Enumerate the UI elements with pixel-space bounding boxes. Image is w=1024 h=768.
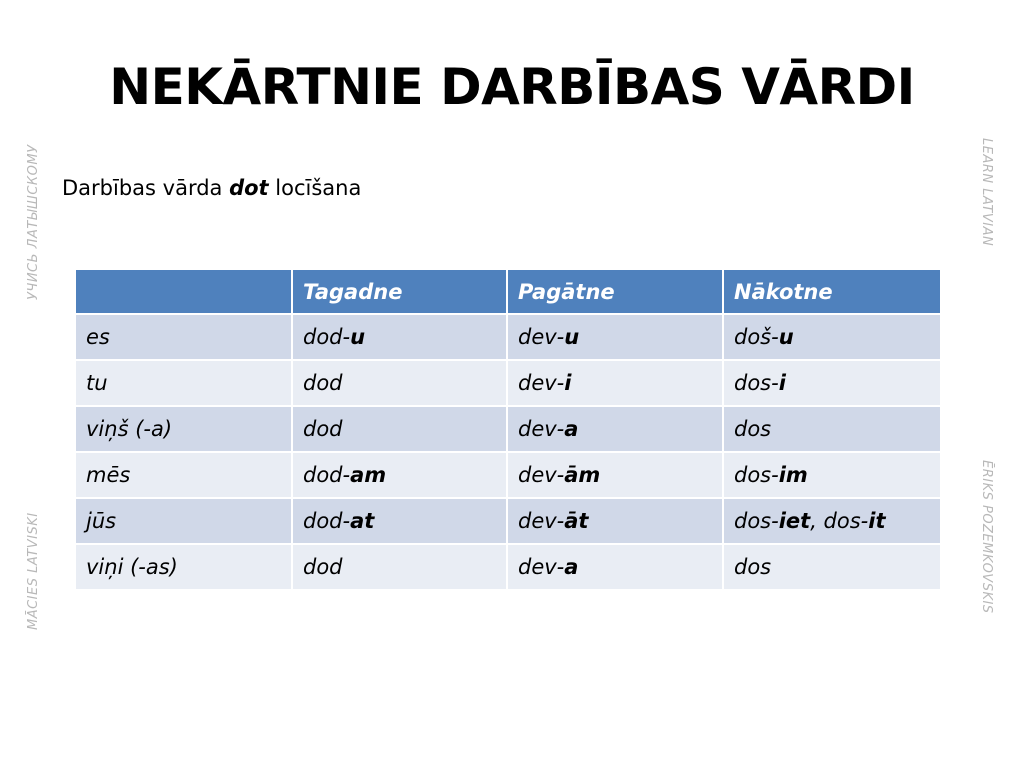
table-row <box>76 452 941 498</box>
verb-ending: a <box>564 555 579 579</box>
verb-stem: doš- <box>734 325 779 349</box>
table-body <box>76 314 941 590</box>
watermark-right-top: LEARN LATVIAN <box>979 138 994 247</box>
form-cell-future <box>723 406 941 452</box>
verb-ending: ām <box>564 463 601 487</box>
verb-ending: i <box>778 371 786 395</box>
verb-stem: dod <box>303 371 343 395</box>
verb-stem: dev- <box>518 325 565 349</box>
table-row <box>76 498 941 544</box>
header-future: Nākotne <box>723 270 941 314</box>
header-past: Pagātne <box>507 270 723 314</box>
form-cell-future <box>723 314 941 360</box>
form-cell-present <box>292 314 507 360</box>
pronoun-cell: mēs <box>76 452 292 498</box>
form-cell-past <box>507 360 723 406</box>
table-row <box>76 360 941 406</box>
verb-stem: , dos- <box>810 509 869 533</box>
verb-stem: dod- <box>303 325 351 349</box>
form-cell-past <box>507 406 723 452</box>
table-row <box>76 406 941 452</box>
table-row <box>76 544 941 590</box>
verb-stem: dev- <box>518 417 565 441</box>
form-cell-future <box>723 498 941 544</box>
verb-ending: i <box>564 371 572 395</box>
verb-stem: dos <box>734 555 772 579</box>
watermark-left-top: УЧИСЬ ЛАТЫШСКОМУ <box>26 144 41 300</box>
pronoun-cell: jūs <box>76 498 292 544</box>
form-cell-past <box>507 498 723 544</box>
form-cell-past <box>507 452 723 498</box>
form-cell-past <box>507 544 723 590</box>
verb-stem: dev- <box>518 371 565 395</box>
conjugation-table <box>76 270 942 591</box>
verb-stem: dos <box>734 417 772 441</box>
form-cell-present <box>292 406 507 452</box>
verb-ending: u <box>778 325 794 349</box>
subtitle-verb: dot <box>229 176 269 200</box>
subtitle-text-after: locīšana <box>268 176 362 200</box>
pronoun-cell: viņi (-as) <box>76 544 292 590</box>
verb-ending: am <box>350 463 387 487</box>
subtitle-text-before: Darbības vārda <box>62 176 230 200</box>
verb-ending: it <box>868 509 886 533</box>
verb-ending: iet <box>778 509 811 533</box>
verb-ending: at <box>350 509 375 533</box>
pronoun-cell: viņš (-a) <box>76 406 292 452</box>
verb-stem: dos- <box>734 463 779 487</box>
watermark-left-bottom: MĀCIES LATVISKI <box>26 512 41 630</box>
verb-ending: a <box>564 417 579 441</box>
slide-subtitle <box>62 176 361 200</box>
verb-ending: āt <box>564 509 589 533</box>
table-header-row <box>76 270 941 314</box>
pronoun-cell: tu <box>76 360 292 406</box>
table-row <box>76 314 941 360</box>
form-cell-future <box>723 360 941 406</box>
verb-stem: dev- <box>518 463 565 487</box>
verb-stem: dos- <box>734 371 779 395</box>
verb-stem: dod <box>303 555 343 579</box>
form-cell-present <box>292 544 507 590</box>
form-cell-past <box>507 314 723 360</box>
verb-stem: dev- <box>518 555 565 579</box>
verb-ending: u <box>564 325 580 349</box>
verb-stem: dod <box>303 417 343 441</box>
header-pronoun <box>76 270 292 314</box>
verb-stem: dod- <box>303 463 351 487</box>
header-present: Tagadne <box>292 270 507 314</box>
verb-ending: im <box>778 463 808 487</box>
watermark-right-bottom: ĒRIKS POZEMKOVSKIS <box>979 460 994 614</box>
form-cell-future <box>723 452 941 498</box>
slide-title: NEKĀRTNIE DARBĪBAS VĀRDI <box>109 58 915 116</box>
form-cell-present <box>292 498 507 544</box>
form-cell-present <box>292 360 507 406</box>
form-cell-present <box>292 452 507 498</box>
pronoun-cell: es <box>76 314 292 360</box>
verb-ending: u <box>350 325 366 349</box>
verb-stem: dod- <box>303 509 351 533</box>
verb-stem: dos- <box>734 509 779 533</box>
form-cell-future <box>723 544 941 590</box>
verb-stem: dev- <box>518 509 565 533</box>
